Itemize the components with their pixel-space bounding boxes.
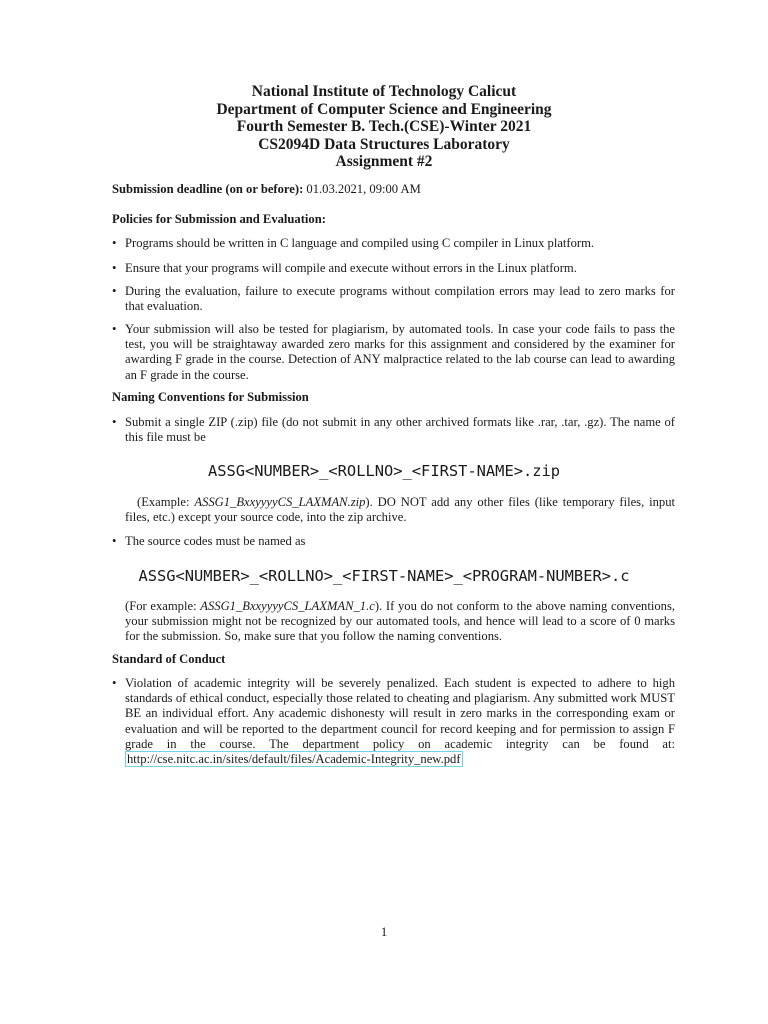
semester-title: Fourth Semester B. Tech.(CSE)-Winter 2021: [236, 118, 532, 135]
bullet-icon: •: [112, 322, 117, 336]
bullet-icon: •: [112, 236, 117, 250]
zip-name-format: ASSG<NUMBER>_<ROLLNO>_<FIRST-NAME>.zip: [207, 462, 561, 480]
zip-example-prefix: (Example:: [137, 495, 190, 509]
conduct-text: [125, 676, 675, 767]
c-example-suffix: ). If you do not conform to the above naming conventions, your submission might not be recognized by our automated tools, and hence will lead to a score of 0 marks for the submission. So, make sure that you follow the naming conventions.: [125, 599, 675, 644]
policy-item: Ensure that your programs will compile and execute without errors in the Linux platform.: [125, 261, 577, 275]
naming-item-zip: Submit a single ZIP (.zip) file (do not submit in any other archived formats like .rar, .tar, .gz). The name of this file must be: [125, 415, 675, 445]
policy-item: Your submission will also be tested for plagiarism, by automated tools. In case your code fails to pass the test, you will be straightaway awarded zero marks for this assignment and considered by the examiner for awarding F grade in the course. Detection of ANY malpractice related to the lab course can lead to awarding an F grade in the course.: [125, 322, 675, 382]
deadline-line: [112, 182, 675, 197]
page-number: 1: [380, 925, 388, 939]
bullet-icon: •: [112, 534, 117, 548]
policies-heading: Policies for Submission and Evaluation:: [112, 212, 326, 226]
bullet-icon: •: [112, 415, 117, 429]
assignment-title: Assignment #2: [335, 153, 433, 170]
institute-title: National Institute of Technology Calicut: [251, 83, 517, 100]
conduct-paragraph: Violation of academic integrity will be severely penalized. Each student is expected to adhere to high standards of ethical conduct, especially those related to cheating and plagiarism. Any submitted work MUST BE an individual effort. Any academic dishonesty will result in zero marks in the corresponding exam or evaluation and will be reported to the department council for record keeping and for permission to assign F grade in the course. The department policy on academic integrity can be found at:: [125, 676, 675, 751]
deadline-label: Submission deadline (on or before):: [112, 182, 304, 196]
deadline-value: 01.03.2021, 09:00 AM: [306, 182, 421, 196]
document-header: [0, 83, 768, 171]
c-example: [125, 599, 675, 645]
department-title: Department of Computer Science and Engineering: [216, 100, 552, 118]
naming-item-source: The source codes must be named as: [125, 534, 306, 548]
policy-item: During the evaluation, failure to execute programs without compilation errors may lead to zero marks for that evaluation.: [125, 284, 675, 314]
naming-heading: Naming Conventions for Submission: [112, 390, 309, 404]
zip-example-name: ASSG1_BxxyyyyCS_LAXMAN.zip: [194, 495, 366, 509]
zip-example-suffix: ). DO NOT add any other files (like temporary files, input files, etc.) except your source code, into the zip archive.: [125, 495, 675, 525]
bullet-icon: •: [112, 261, 117, 275]
conduct-heading: Standard of Conduct: [112, 652, 226, 666]
course-title: CS2094D Data Structures Laboratory: [258, 135, 510, 153]
c-example-name: ASSG1_BxxyyyyCS_LAXMAN_1.c: [200, 599, 375, 613]
c-name-format: ASSG<NUMBER>_<ROLLNO>_<FIRST-NAME>_<PROGRAM-NUMBER>.c: [138, 567, 630, 585]
policy-item: Programs should be written in C language and compiled using C compiler in Linux platform.: [125, 236, 595, 250]
bullet-icon: •: [112, 676, 117, 690]
integrity-policy-link[interactable]: http://cse.nitc.ac.in/sites/default/files/Academic-Integrity_new.pdf: [127, 752, 461, 767]
c-example-prefix: (For example:: [125, 599, 197, 613]
zip-example: [125, 495, 675, 525]
bullet-icon: •: [112, 284, 117, 298]
